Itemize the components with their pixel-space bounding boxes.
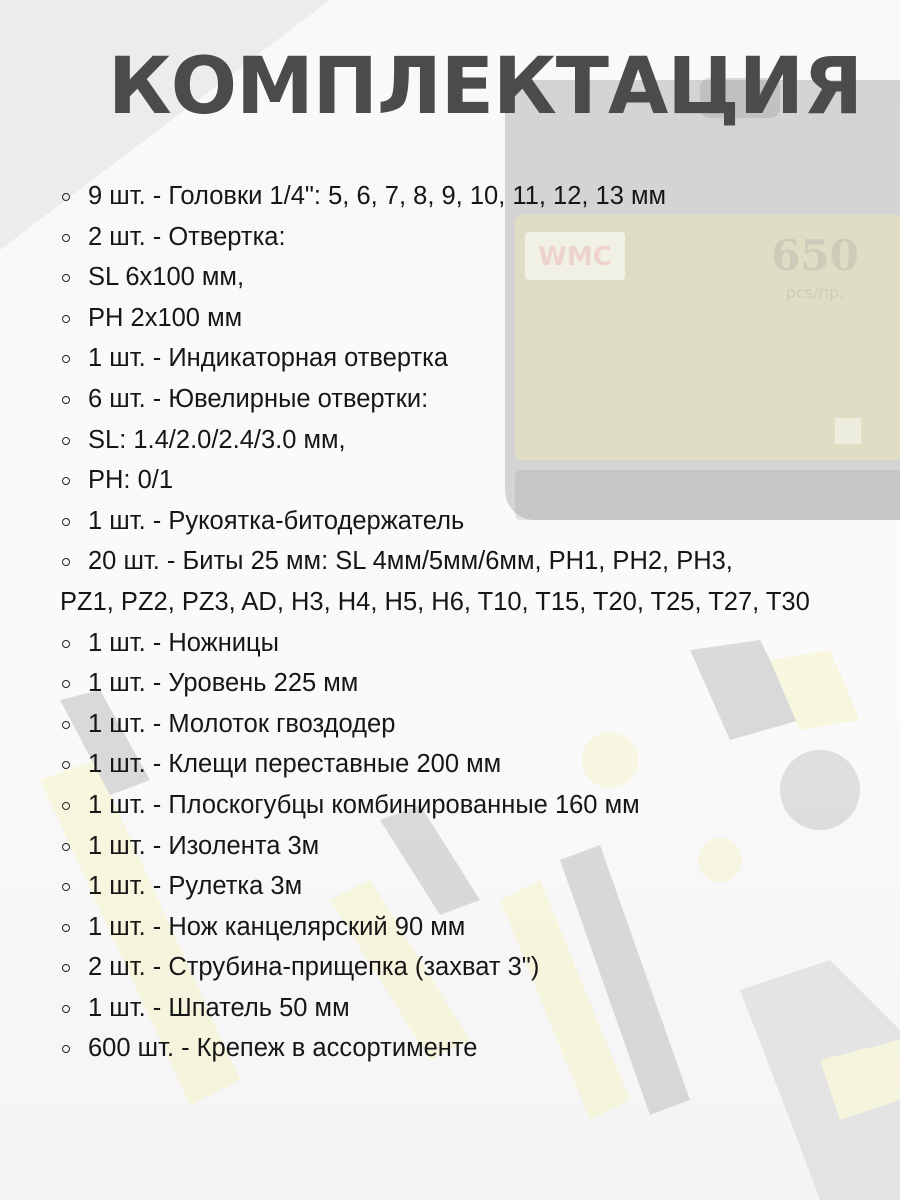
list-item: 1 шт. - Клещи переставные 200 мм [60,744,880,785]
list-item: 9 шт. - Головки 1/4": 5, 6, 7, 8, 9, 10, 11, 12, 13 мм [60,176,880,217]
list-item: 1 шт. - Рукоятка-битодержатель [60,501,880,542]
list-item: 1 шт. - Ножницы [60,623,880,664]
list-item: 20 шт. - Биты 25 мм: SL 4мм/5мм/6мм, PH1, PH2, PH3, [60,541,880,582]
list-item: 2 шт. - Отвертка: [60,217,880,258]
page-title: КОМПЛЕКТАЦИЯ [108,42,863,132]
list-item: 1 шт. - Изолента 3м [60,826,880,867]
list-item: 1 шт. - Плоскогубцы комбинированные 160 мм [60,785,880,826]
list-item: SL 6x100 мм, [60,257,880,298]
list-item: 1 шт. - Уровень 225 мм [60,663,880,704]
list-item: 1 шт. - Молоток гвоздодер [60,704,880,745]
list-item: 1 шт. - Индикаторная отвертка [60,338,880,379]
list-item: PH 2x100 мм [60,298,880,339]
list-item: 1 шт. - Шпатель 50 мм [60,988,880,1029]
list-item: 6 шт. - Ювелирные отвертки: [60,379,880,420]
list-item: PH: 0/1 [60,460,880,501]
list-item: 1 шт. - Рулетка 3м [60,866,880,907]
list-item: SL: 1.4/2.0/2.4/3.0 мм, [60,420,880,461]
list-item: 1 шт. - Нож канцелярский 90 мм [60,907,880,948]
list-item: 2 шт. - Струбина-прищепка (захват 3") [60,947,880,988]
list-item: PZ1, PZ2, PZ3, AD, H3, H4, H5, H6, T10, T15, T20, T25, T27, T30 [60,587,810,616]
list-item: 600 шт. - Крепеж в ассортименте [60,1028,880,1069]
contents-list [60,176,880,1069]
